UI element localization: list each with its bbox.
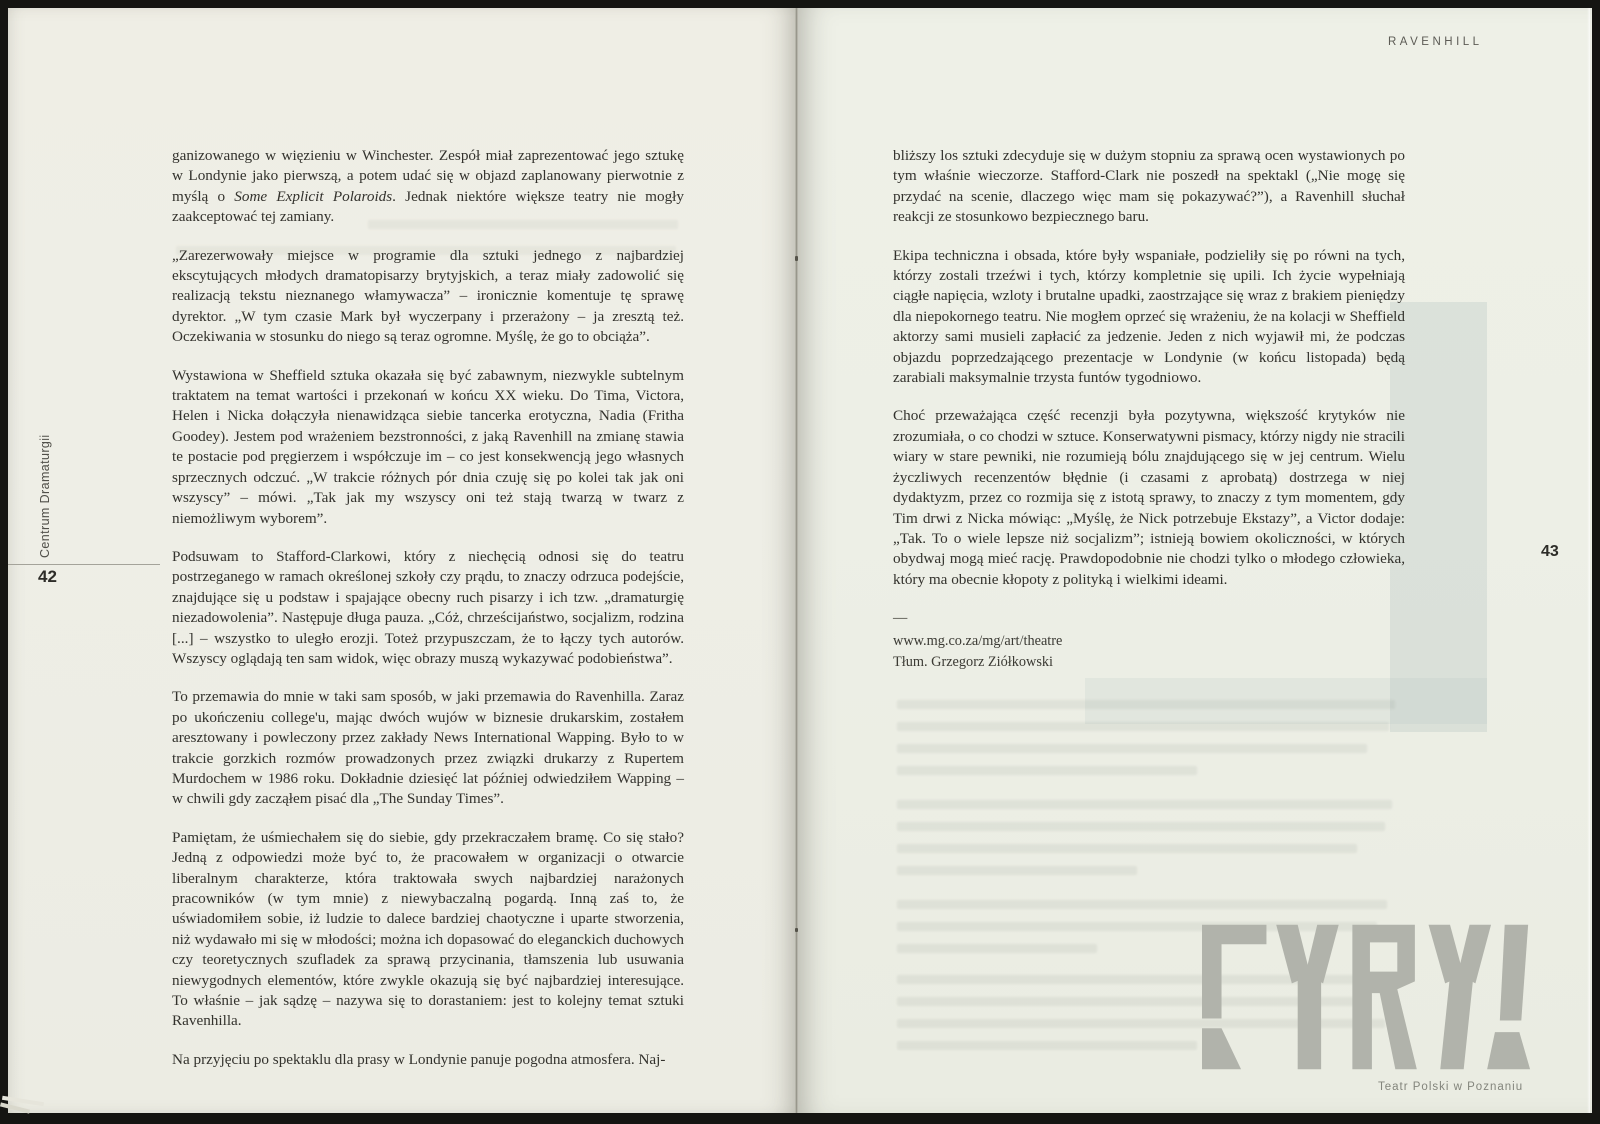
bleed-through-line [897, 944, 1097, 953]
page-number-right: 43 [1541, 543, 1559, 560]
watermark-caption: Teatr Polski w Poznaniu [1378, 1081, 1524, 1093]
footnote-rule: — [893, 610, 907, 627]
paragraph [172, 146, 684, 228]
margin-label-series: Centrum Dramaturgii [38, 434, 52, 558]
translator-credit: Tłum. Grzegorz Ziółkowski [893, 654, 1054, 671]
bleed-through-line [897, 700, 1395, 709]
scan-edge-top [0, 0, 1600, 8]
left-text-column [172, 146, 684, 1088]
bleed-through-line [897, 766, 1197, 775]
margin-rule [8, 564, 160, 565]
paragraph-text: ganizowanego w więzieniu w Winchester. Zespół miał zaprezentować jego sztukę w Londynie jako pierwszą, a potem udać się w objazd zaplanowany pierwotnie z myślą o [172, 147, 684, 205]
page-number-left: 42 [38, 567, 57, 586]
paragraph: „Zarezerwowały miejsce w programie dla sztuki jednego z najbardziej ekscytujących młodych dramatopisarzy brytyjskich, a teraz miały zadowolić się realizacją tekstu nieznanego włamywacza” – ironicznie komentuje tę sprawę dyrektor. „W tym czasie Mark był wyczerpany i przerażony – ja zresztą też. Oczekiwania w stosunku do niego są teraz ogromne. Myślę, że go to obciąża”. [172, 246, 684, 346]
paragraph: Na przyjęciu po spektaklu dla prasy w Londynie panuje pogodna atmosfera. Naj- [172, 1050, 666, 1068]
bleed-through-line [897, 866, 1137, 875]
cyryl-watermark [1202, 922, 1534, 1074]
paragraph-text: . Jednak niektóre większe teatry nie mogły zaakceptować tej zamiany. [172, 187, 684, 226]
cyryl-logo-icon [1202, 922, 1534, 1074]
binding-speck [795, 256, 798, 261]
scan-edge-left [0, 0, 8, 1124]
bleed-through-line [897, 722, 1389, 731]
paragraph: Pamiętam, że uśmiechałem się do siebie, gdy przekraczałem bramę. Co się stało? Jedną z odpowiedzi może być to, że pracowałem w organizacji o otwarcie liberalnym charakterze, która traktowała swych najbardziej narażonych pracowników (w tym mnie) z niewybaczalną pogardą. Inną zaś to, że uświadomiłem sobie, iż ludzie to dalece bardziej chaotyczne i uparte stworzenia, niż wydawało mi się w młodości; można ich dopasować do eleganckich duchowych czy teoretycznych szufladek za sprawą przycinania, tłamszenia lub usuwania niewygodnych elementów, które zwykle okazują się być najbardziej interesujące. To właśnie – jak sądzę – nazywa się to dorastaniem: jest to kolejny temat sztuki Ravenhilla. [172, 828, 684, 1030]
bleed-through-line [897, 1041, 1197, 1050]
paragraph: Wystawiona w Sheffield sztuka okazała się być zabawnym, niezwykle subtelnym traktatem na temat wartości i przekonań w końcu XX wieku. Do Tima, Victora, Helen i Nicka dołączyła nienawidząca siebie tancerka erotyczna, Nadia (Fritha Goodey). Jestem pod wrażeniem bezstronności, z jaką Ravenhill na zmianę stawia te postacie pod pręgierzem i współczuje im – co jest konsekwencją jego własnych sprzecznych odczuć. „W trakcie różnych pór dnia czuję się po kolei tak jak oni wszyscy” – mówi. „Tak jak my wszyscy oni też stają twarzą w twarz z niemożliwym wyborem”. [172, 366, 684, 527]
running-title: RAVENHILL [1388, 36, 1483, 48]
paragraph: To przemawia do mnie w taki sam sposób, w jaki przemawia do Ravenhilla. Zaraz po ukończeniu college'u, mając dwóch wujów w biznesie drukarskim, zostałem aresztowany i powleczony przez zakłady News International Wapping. Było to w trakcie gorzkich rozmów prowadzonych przez związki drukarzy z Rupertem Murdochem w 1986 roku. Dokładnie dziesięć lat później odwiedziłem Wapping – w chwili gdy zacząłem pisać dla „The Sunday Times”. [172, 688, 684, 808]
italic-title: Some Explicit Polaroids [234, 187, 393, 205]
bleed-through-line [897, 800, 1392, 809]
paragraph: Ekipa techniczna i obsada, które były wspaniałe, podzieliły się po równi na tych, którzy zostali trzeźwi i tych, którzy kompletnie się upili. Ich życie wypełniają ciągłe napięcia, wzloty i brutalne upadki, zaostrzające się wraz z brakiem pieniędzy dla niepokornego teatru. Nie mogłem oprzeć się wrażeniu, że na kolacji w Sheffield aktorzy sami musieli zapłacić za jedzenie. Jeden z nich wyjawił mi, że podczas objazdu poprzedzającego prezentacje w Londynie (w końcu listopada) będą zarabiali maksymalnie trzysta funtów tygodniowo. [893, 246, 1405, 387]
right-text-column [893, 146, 1405, 673]
book-spine [795, 8, 798, 1113]
paragraph: Podsuwam to Stafford-Clarkowi, który z niechęcią odnosi się do teatru postrzeganego w ramach określonej szkoły czy prądu, to znaczy odrzuca podejście, znajdujące się u podstaw i spajające obecny ruch pisarzy i ich tzw. „dramaturgię niezadowolenia”. Następuje długa pauza. „Cóż, chrześcijaństwo, socjalizm, rodzina [...] – wszystko to uległo erozji. Toteż przypuszczam, że to łączy tych autorów. Wszyscy oglądają ten sam widok, więc obrazy muszą wykazywać podobieństwa”. [172, 547, 684, 667]
footnote [893, 608, 1405, 673]
binding-speck [795, 928, 798, 932]
scan-edge-bottom [0, 1113, 1600, 1124]
bleed-through-line [897, 900, 1387, 909]
bleed-through-line [897, 744, 1367, 753]
bleed-through-line [897, 822, 1385, 831]
scan-edge-right [1592, 0, 1600, 1050]
paragraph: Choć przeważająca część recenzji była pozytywna, większość krytyków nie zrozumiała, o co chodzi w sztuce. Konserwatywni pismacy, którzy nigdy nie stracili wiary w stare pewniki, nie rozumieją bólu znajdującego się w jej centrum. Wielu życzliwych recenzentów błędnie (i czasami z aprobatą) dostrzega w niej dydaktyzm, przez co rozmija się z istotą sprawy, to znaczy z tym momentem, gdy Tim drwi z Nicka mówiąc: „Myślę, że Nick potrzebuje Ekstazy”, a Victor dodaje: „Tak. To o wiele lepsze niż socjalizm”; istnieją bowiem okoliczności, w których obydwaj mogą mieć rację. Prawdopodobnie nie chodzi tylko o młodego człowieka, który ma obecnie kłopoty z polityką i wielkimi ideami. [893, 407, 1405, 588]
bleed-through-line [897, 844, 1357, 853]
paragraph: bliższy los sztuki zdecyduje się w dużym stopniu za sprawą ocen wystawionych po tym właśnie wieczorze. Stafford-Clark nie poszedł na spektakl („Nie mogę się przydać na scenie, dlaczego więc mam się pokazywać?”), a Ravenhill słuchał reakcji ze stosunkowo bezpiecznego baru. [893, 147, 1405, 226]
source-url: www.mg.co.za/mg/art/theatre [893, 633, 1063, 650]
